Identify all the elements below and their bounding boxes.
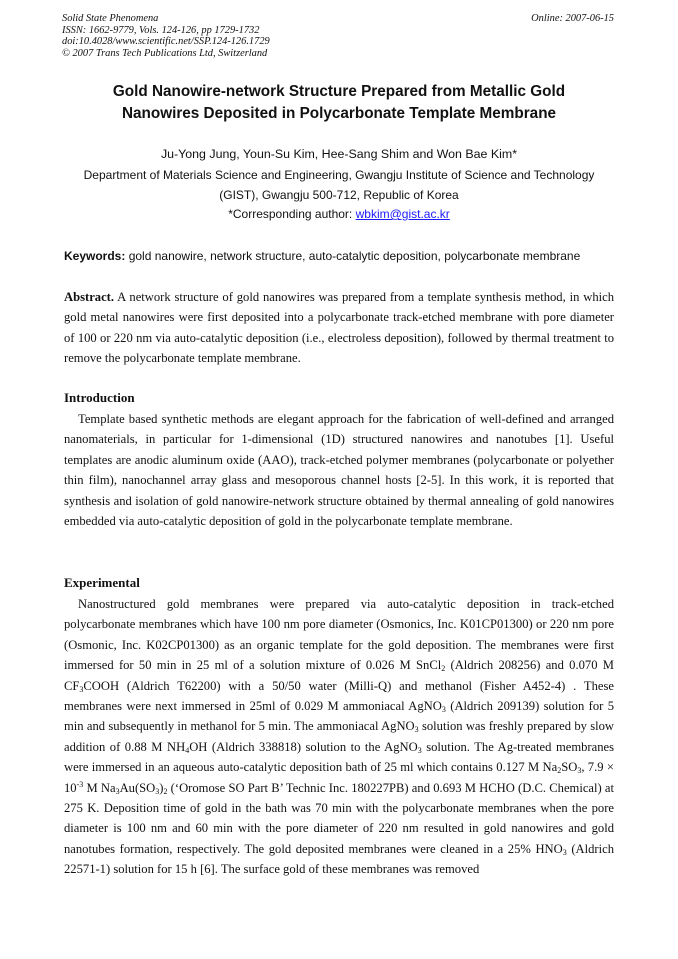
exp-text-13: (‘Oromose SO Part B’ Technic Inc. 180227PB) and 0.693 M HCHO (D.C. Chemical) at 275 K. Deposition time of gold in the bath was 70 min with the polycarbonate membranes when the pore diameter is 100 nm and 60 min with the pore diameter of 220 nm resulted in gold nanowires and gold nanotubes formation, respectively. The gold deposited membranes were cleaned in a 25% HNO [64,780,614,856]
exp-text-10: M Na [83,780,116,795]
affiliation-line-2: (GIST), Gwangju 500-712, Republic of Korea [219,188,459,202]
exp-sub-11: 3 [155,786,160,796]
experimental-heading: Experimental [64,575,140,590]
keywords-text: gold nanowire, network structure, auto-catalytic deposition, polycarbonate membrane [125,249,581,263]
exp-text-12: ) [159,780,164,795]
journal-copyright: © 2007 Trans Tech Publications Ltd, Switzerland [62,47,268,59]
keywords-label: Keywords: [64,249,126,263]
abstract-text: A network structure of gold nanowires was prepared from a template synthesis method, in which gold metal nanowires were first deposited into a polycarbonate track-etched membrane with pore diameter of 100 or 220 nm via auto-catalytic deposition (i.e., electroless deposition), followed by thermal treatment to remove the polycarbonate template membrane. [64,290,614,366]
exp-sub-4: 3 [414,725,419,735]
exp-sub-5: 4 [185,745,190,755]
exp-text-9: , 7.9 × 10 [64,760,614,795]
paper-title [40,81,638,125]
journal-issn: ISSN: 1662-9779, Vols. 124-126, pp 1729-1732 [62,24,260,36]
exp-sub-1: 2 [441,664,446,674]
exp-sub-13: 3 [562,847,567,857]
exp-sub-6: 3 [417,745,422,755]
journal-header [62,13,270,59]
exp-text-14: (Aldrich 22571-1) solution for 15 h [6]. The surface gold of these membranes was removed [64,841,614,877]
exp-text-7: solution. The Ag-treated membranes were immersed in an aqueous auto-catalytic deposition bath of 25 ml which contains 0.127 M Na [64,739,614,775]
exp-text-11: Au(SO [119,780,156,795]
affiliation-line-1: Department of Materials Science and Engineering, Gwangju Institute of Science and Technology [83,168,595,182]
corresponding-label: *Corresponding author: [228,207,356,221]
abstract-label: Abstract. [64,290,115,304]
keywords [64,248,624,264]
author-list: Ju-Yong Jung, Youn-Su Kim, Hee-Sang Shim and Won Bae Kim* [160,147,518,161]
introduction-paragraph: Template based synthetic methods are elegant approach for the fabrication of well-defined and arranged nanomaterials, in particular for 1-dimensional (1D) structured nanowires and nanotubes [1]. Useful templates are anodic aluminum oxide (AAO), track-etched polymer membranes (polycarbonate or polyether thin film), nanochannel array glass and mesoporous channel hosts [2-5]. In this work, it is reported that synthesis and isolation of gold nanowire-network structure obtained by thermal annealing of gold nanowires embedded via auto-catalytic deposition of gold in the polycarbonate template membrane. [64,412,614,529]
abstract [64,287,614,369]
exp-text-2: (Aldrich 208256) and 0.070 M CF [64,658,614,693]
journal-name: Solid State Phenomena [62,13,159,24]
exp-text-8: SO [561,760,578,775]
exp-text-3: COOH (Aldrich T62200) with a 50/50 water (Milli-Q) and methanol (Fisher A452-4) . These membranes were next immersed in 25ml of 0.029 M ammoniacal AgNO [64,678,614,714]
exp-sub-7: 2 [557,766,562,776]
online-date: Online: 2007-06-15 [531,13,614,24]
journal-doi: doi:10.4028/www.scientific.net/SSP.124-126.1729 [62,36,270,48]
exp-sub-3: 3 [441,705,446,715]
experimental-paragraph [64,594,614,880]
title-line-1: Gold Nanowire-network Structure Prepared from Metallic Gold [112,83,566,100]
affiliation [40,165,638,205]
exp-text-5: solution was freshly prepared by slow addition of 0.88 M NH [64,719,615,754]
exp-sub-8: 3 [577,766,582,776]
title-line-2: Nanowires Deposited in Polycarbonate Template Membrane [121,105,557,122]
exp-sub-10: 3 [115,786,120,796]
exp-text-6: OH (Aldrich 338818) solution to the AgNO [189,739,418,754]
exp-text-4: (Aldrich 209139) solution for 5 min and subsequently in methanol for 5 min. The ammoniacal AgNO [64,699,614,734]
corresponding-email-link[interactable]: wbkim@gist.ac.kr [355,207,450,221]
exp-sub-12: 2 [163,786,168,796]
corresponding-author [40,206,638,222]
exp-sup-9: -3 [76,779,84,789]
exp-sub-2: 3 [79,684,84,694]
exp-text-1: Nanostructured gold membranes were prepared via auto-catalytic deposition in track-etched polycarbonate membranes which have 100 nm pore diameter (Osmonics, Inc. K01CP01300) or 220 nm pore (Osmonic, Inc. K02CP01300) as an organic template for the gold deposition. The membranes were first immersed for 50 min in 25 ml of a solution mixture of 0.026 M SnCl [64,597,614,673]
introduction-heading: Introduction [64,390,135,405]
